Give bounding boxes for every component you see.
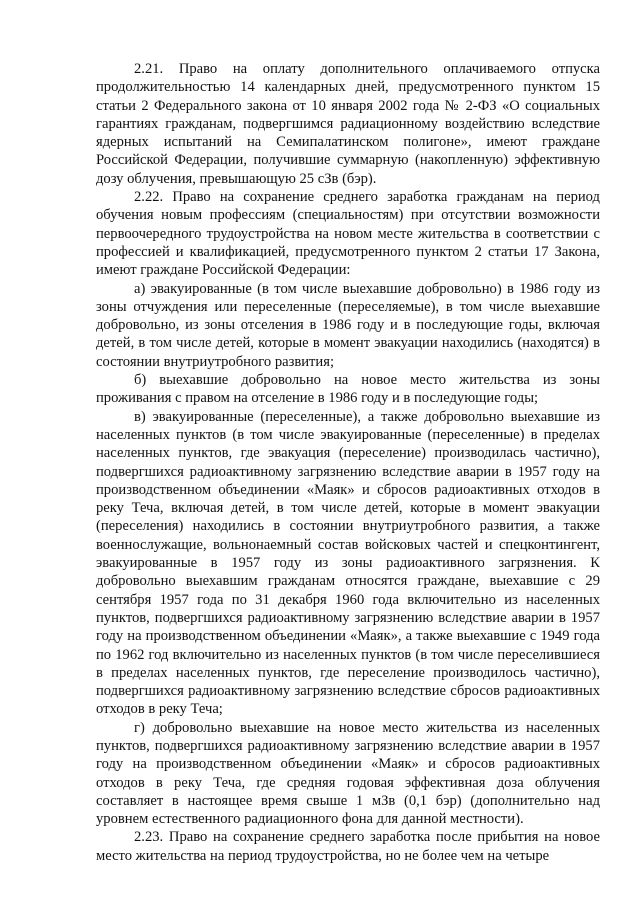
subparagraph-v: в) эвакуированные (переселенные), а также добровольно выехавшие из населенных пунктов (в том числе эвакуированные (переселенные) в пределах населенных пунктов, где эвакуация (переселение) производилась частично), подвергшихся радиоактивному загрязнению вследствие аварии в 1957 году на производственном объединении «Маяк» и сбросов радиоактивных отходов в реку Теча, включая детей, в том числе детей, которые в момент эвакуации (переселения) находились в состоянии внутриутробного развития, а также военнослужащие, вольнонаемный состав войсковых частей и спецконтингент, эвакуированные в 1957 году из зоны радиоактивного загрязнения. К добровольно выехавшим гражданам относятся граждане, выехавшие с 29 сентября 1957 года по 31 декабря 1960 года включительно из населенных пунктов, подвергшихся радиоактивному загрязнению вследствие аварии в 1957 году на производственном объединении «Маяк», а также выехавшие с 1949 года по 1962 год включительно из населенных пунктов (в том числе переселившиеся в пределах населенных пунктов, где переселение производилось частично), подвергшихся радиоактивному загрязнению вследствие сбросов радиоактивных отходов в реку Теча; [96, 408, 600, 718]
paragraph-2-22: 2.22. Право на сохранение среднего заработка гражданам на период обучения новым профессиям (специальностям) при отсутствии возможности первоочередного трудоустройства на новом месте жительства в соответствии с профессией и квалификацией, предусмотренного пунктом 2 статьи 17 Закона, имеют граждане Российской Федерации: [96, 189, 600, 279]
subparagraph-a: а) эвакуированные (в том числе выехавшие добровольно) в 1986 году из зоны отчуждения или переселенные (переселяемые), в том числе выехавшие добровольно, из зоны отселения в 1986 году и в последующие годы, включая детей, в том числе детей, которые в момент эвакуации находились (находятся) в состоянии внутриутробного развития; [96, 280, 600, 370]
paragraph-2-23: 2.23. Право на сохранение среднего заработка после прибытия на новое место жительства на период трудоустройства, но не более чем на четыре [96, 829, 600, 864]
subparagraph-g: г) добровольно выехавшие на новое место жительства из населенных пунктов, подвергшихся радиоактивному загрязнению вследствие аварии в 1957 году на производственном объединении «Маяк» и сбросов радиоактивных отходов в реку Теча, где средняя годовая эффективная доза облучения составляет в настоящее время свыше 1 мЗв (0,1 бэр) (дополнительно над уровнем естественного радиационного фона для данной местности). [96, 719, 600, 828]
paragraph-2-21: 2.21. Право на оплату дополнительного оплачиваемого отпуска продолжительностью 14 календарных дней, предусмотренного пунктом 15 статьи 2 Федерального закона от 10 января 2002 года № 2-ФЗ «О социальных гарантиях гражданам, подвергшимся радиационному воздействию вследствие ядерных испытаний на Семипалатинском полигоне», имеют граждане Российской Федерации, получившие суммарную (накопленную) эффективную дозу облучения, превышающую 25 сЗв (бэр). [96, 61, 600, 187]
document-page [96, 60, 600, 865]
subparagraph-b: б) выехавшие добровольно на новое место жительства из зоны проживания с правом на отселение в 1986 году и в последующие годы; [96, 372, 600, 407]
